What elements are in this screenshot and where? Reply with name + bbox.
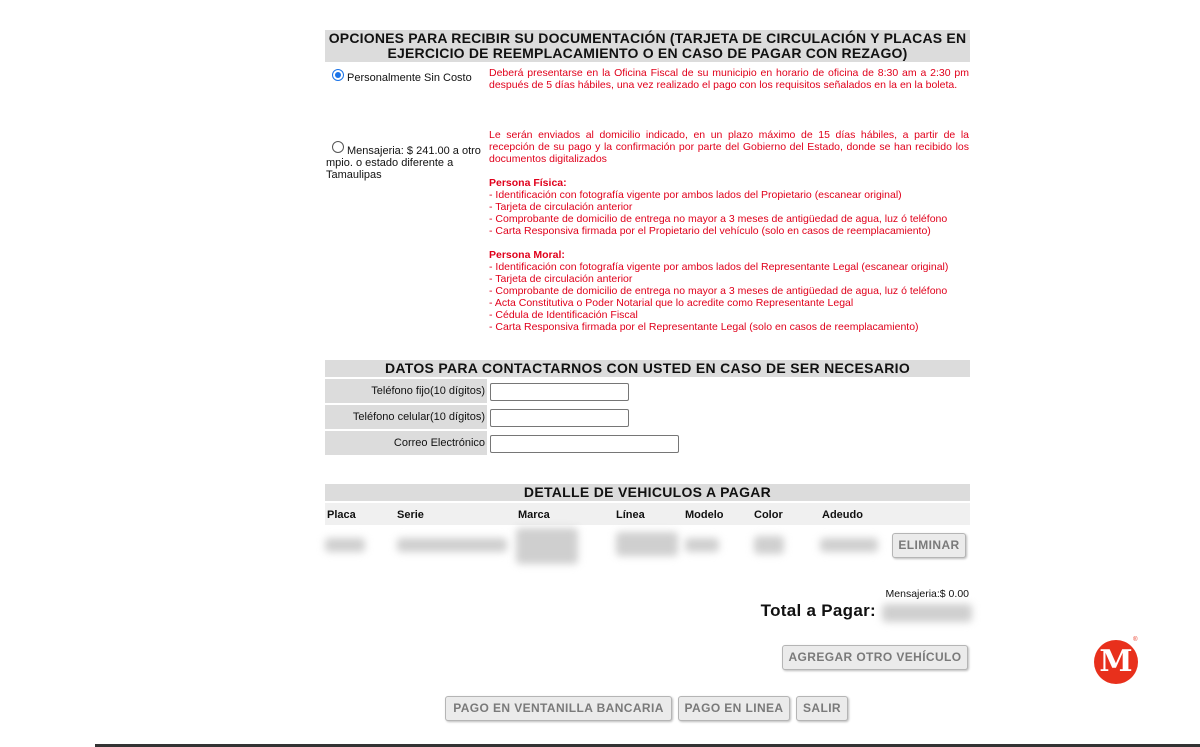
delete-vehicle-button[interactable]: ELIMINAR [892, 533, 966, 558]
options-title-line1: OPCIONES PARA RECIBIR SU DOCUMENTACIÓN (TARJETA DE CIRCULACIÓN Y PLACAS EN [328, 30, 967, 46]
logo-letter: M [1099, 644, 1133, 679]
redacted-adeudo [820, 538, 878, 552]
options-section-title [325, 30, 970, 62]
phone-input[interactable] [490, 383, 629, 401]
total-label: Total a Pagar: [760, 601, 876, 620]
col-marca: Marca [518, 509, 550, 521]
options-title-line2: EJERCICIO DE REEMPLACAMIENTO O EN CASO DE PAGAR CON REZAGO) [387, 45, 908, 61]
persona-fisica-title: Persona Física: [489, 177, 567, 189]
col-adeudo: Adeudo [822, 509, 863, 521]
col-color: Color [754, 509, 783, 521]
phone-label: Teléfono fijo(10 dígitos) [371, 385, 485, 397]
col-placa: Placa [327, 509, 356, 521]
moral-item: - Acta Constitutiva o Poder Notarial que lo acredite como Representante Legal [489, 297, 854, 309]
messenger-option-label: Mensajeria: $ 241.00 a otro mpio. o estado diferente a Tamaulipas [326, 145, 481, 181]
email-label: Correo Electrónico [393, 437, 485, 449]
messenger-description-block [489, 129, 969, 333]
milenio-logo [1094, 637, 1138, 684]
phone-label-cell [325, 379, 487, 403]
bank-payment-button[interactable]: PAGO EN VENTANILLA BANCARIA [445, 696, 672, 721]
fisica-item: - Identificación con fotografía vigente por ambos lados del Propietario (escanear original) [489, 189, 902, 201]
fisica-item: - Tarjeta de circulación anterior [489, 201, 633, 213]
add-vehicle-button[interactable]: AGREGAR OTRO VEHÍCULO [782, 645, 968, 670]
persona-moral-title: Persona Moral: [489, 249, 565, 261]
contact-section-title: DATOS PARA CONTACTARNOS CON USTED EN CASO DE SER NECESARIO [325, 360, 970, 377]
redacted-serie [397, 538, 507, 552]
messenger-fee: Mensajeria:$ 0.00 [885, 588, 969, 600]
fisica-item: - Comprobante de domicilio de entrega no mayor a 3 meses de antigüedad de agua, luz ó teléfono [489, 213, 948, 225]
vehicles-table-header [325, 503, 970, 525]
redacted-marca [516, 528, 578, 564]
moral-item: - Carta Responsiva firmada por el Representante Legal (solo en casos de reemplacamiento) [489, 321, 919, 333]
personal-description: Deberá presentarse en la Oficina Fiscal de su municipio en horario de oficina de 8:30 am a 2:30 pm después de 5 días hábiles, una vez realizado el pago con los requisitos señalados en la en la boleta. [489, 67, 969, 91]
mobile-input[interactable] [490, 409, 629, 427]
redacted-total-amount [882, 604, 972, 622]
vehicles-section-title: DETALLE DE VEHICULOS A PAGAR [325, 484, 970, 501]
email-input[interactable] [490, 435, 679, 453]
email-label-cell [325, 431, 487, 455]
moral-item: - Identificación con fotografía vigente por ambos lados del Representante Legal (escanear original) [489, 261, 949, 273]
redacted-placa [325, 538, 365, 552]
redacted-modelo [685, 538, 719, 552]
redacted-linea [616, 532, 678, 556]
moral-item: - Tarjeta de circulación anterior [489, 273, 633, 285]
online-payment-button[interactable]: PAGO EN LINEA [678, 696, 790, 721]
personal-radio[interactable] [332, 69, 344, 81]
logo-registered-mark: ® [1133, 637, 1138, 643]
col-serie: Serie [397, 509, 424, 521]
moral-item: - Cédula de Identificación Fiscal [489, 309, 638, 321]
mobile-label-cell [325, 405, 487, 429]
personal-option-label: Personalmente Sin Costo [347, 72, 472, 84]
redacted-color [754, 536, 784, 554]
mobile-label: Teléfono celular(10 dígitos) [352, 411, 485, 423]
moral-item: - Comprobante de domicilio de entrega no mayor a 3 meses de antigüedad de agua, luz ó teléfono [489, 285, 948, 297]
exit-button[interactable]: SALIR [796, 696, 848, 721]
col-linea: Línea [616, 509, 645, 521]
messenger-description: Le serán enviados al domicilio indicado, en un plazo máximo de 15 días hábiles, a partir de la recepción de su pago y la confirmación por parte del Gobierno del Estado, donde se han recibido los documentos digitalizados [489, 129, 969, 165]
col-modelo: Modelo [685, 509, 724, 521]
fisica-item: - Carta Responsiva firmada por el Propietario del vehículo (solo en casos de reemplacamiento) [489, 225, 931, 237]
